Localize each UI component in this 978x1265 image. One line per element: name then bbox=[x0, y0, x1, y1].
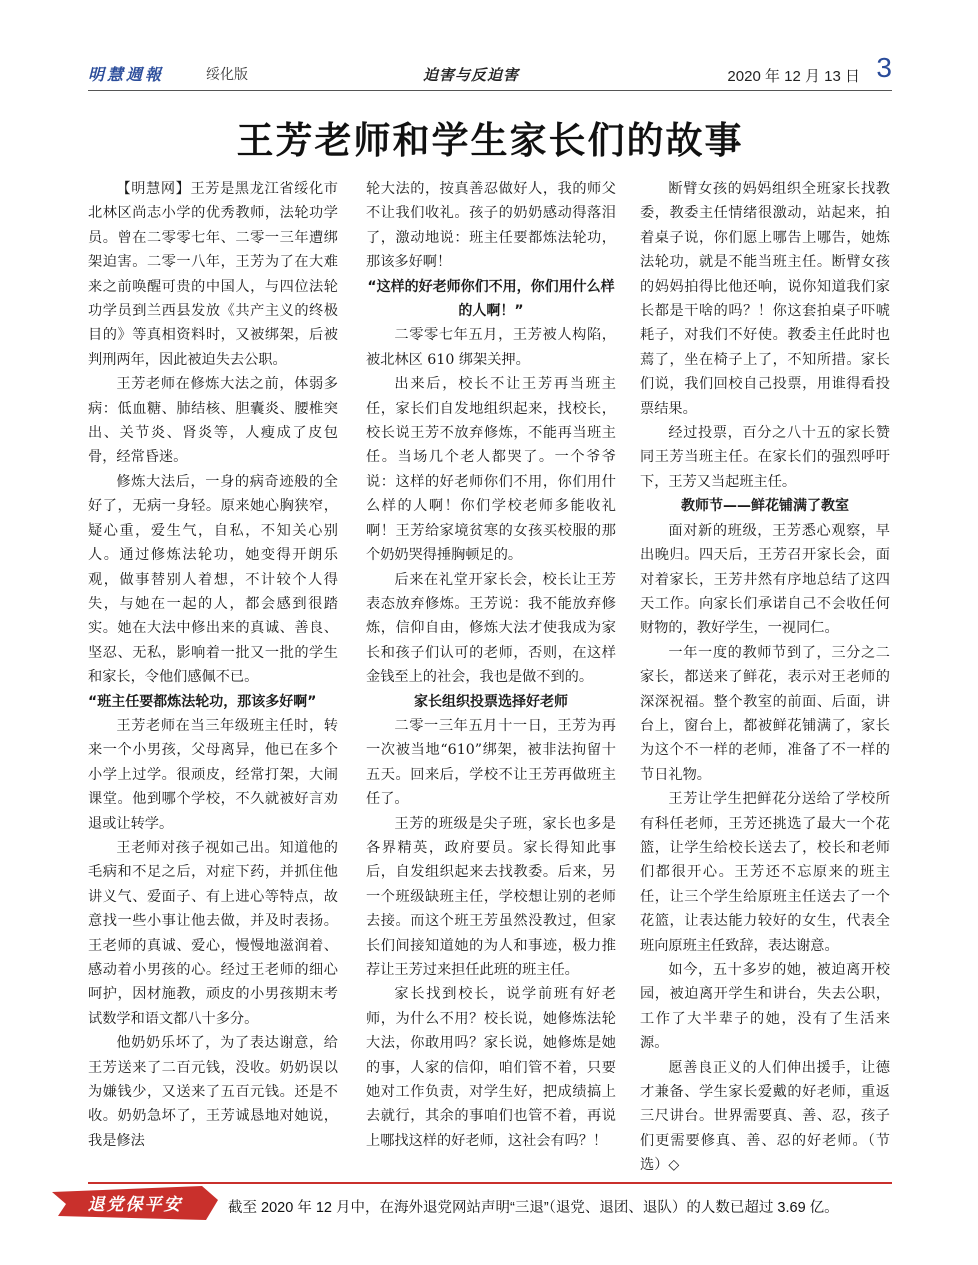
article-paragraph: 【明慧网】王芳是黑龙江省绥化市北林区尚志小学的优秀教师，法轮功学员。曾在二零零七年、二零一三年遭绑架迫害。二零一八年，王芳为了在大难来之前唤醒可贵的中国人，与四位法轮功学员到兰西县发放《共产主义的终极目的》等真相资料时，又被绑架，后被判刑两年，因此被迫失去公职。 bbox=[88, 181, 338, 368]
article-paragraph: 二零零七年五月，王芳被人构陷，被北林区 610 绑架关押。 bbox=[366, 327, 616, 368]
subheading: “班主任要都炼法轮功，那该多好啊” bbox=[88, 693, 317, 710]
article-column-2 bbox=[366, 177, 616, 1153]
article-paragraph: 断臂女孩的妈妈组织全班家长找教委，教委主任情绪很激动，站起来，拍着桌子说，你们愿上哪告上哪告，她炼法轮功，就是不能当班主任。断臂女孩的妈妈拍得比他还响，说你知道我们家长都是干啥的吗？！你这套拍桌子吓唬耗子，对我们不好使。教委主任此时也蔫了，坐在椅子上了，不知所措。家长们说，我们回校自己投票，用谁得看投票结果。 bbox=[640, 181, 890, 417]
article-paragraph: 经过投票，百分之八十五的家长赞同王芳当班主任。在家长们的强烈呼吁下，王芳又当起班主任。 bbox=[640, 425, 890, 490]
banner-label: 退党保平安 bbox=[87, 1195, 183, 1215]
article-paragraph: 轮大法的，按真善忍做好人，我的师父不让我们收礼。孩子的奶奶感动得落泪了，激动地说：班主任要都炼法轮功，那该多好啊！ bbox=[366, 181, 616, 271]
article-paragraph: 王芳让学生把鲜花分送给了学校所有科任老师，王芳还挑选了最大一个花篮，让学生给校长送去了，校长和老师们都很开心。王芳还不忘原来的班主任，让三个学生给原班主任送去了一个花篮，让表达能力较好的女生，代表全班向原班主任致辞，表达谢意。 bbox=[640, 791, 890, 954]
paper-name: 明慧週報 bbox=[88, 65, 165, 84]
issue-date: 2020 年 12 月 13 日 bbox=[727, 68, 860, 85]
article-paragraph: 出来后，校长不让王芳再当班主任，家长们自发地组织起来，找校长，校长说王芳不放弃修炼，不能再当班主任。当场几个老人都哭了。一个爷爷说：这样的好老师你们不用，你们用什么样的人啊！你们学校老师多能收礼啊！王芳给家境贫寒的女孩买校服的那个奶奶哭得捶胸顿足的。 bbox=[366, 376, 616, 564]
footer-divider bbox=[88, 1182, 892, 1184]
article-paragraph: 王芳老师在当三年级班主任时，转来一个小男孩，父母离异，他已在多个小学上过学。很顽皮，经常打架，大闹课堂。他到哪个学校，不久就被好言劝退或让转学。 bbox=[88, 717, 338, 832]
article-column-1 bbox=[88, 177, 338, 1153]
subheading: 教师节——鲜花铺满了教室 bbox=[681, 498, 849, 515]
article-paragraph: 面对新的班级，王芳悉心观察，早出晚归。四天后，王芳召开家长会，面对着家长，王芳井然有序地总结了这四天工作。向家长们承诺自己不会收任何财物的，教好学生，一视同仁。 bbox=[640, 522, 890, 637]
subheading: “这样的好老师你们不用，你们用什么样的人啊！” bbox=[367, 278, 615, 320]
article-paragraph: 愿善良正义的人们伸出援手，让德才兼备、学生家长爱戴的好老师，重返三尺讲台。世界需要真、善、忍，孩子们更需要修真、善、忍的好老师。（节选）◇ bbox=[640, 1059, 890, 1174]
masthead-divider bbox=[88, 90, 892, 91]
article-paragraph: 修炼大法后，一身的病奇迹般的全好了，无病一身轻。原来她心胸狭窄，疑心重，爱生气，自私，不知关心别人。通过修炼法轮功，她变得开朗乐观，做事替别人着想，不计较个人得失，与她在一起的人，都会感到很踏实。她在大法中修出来的真诚、善良、坚忍、无私，影响着一批又一批的学生和家长，令他们感佩不已。 bbox=[88, 473, 338, 686]
masthead bbox=[88, 52, 892, 88]
article-paragraph: 一年一度的教师节到了，三分之二家长，都送来了鲜花，表示对王老师的深深祝福。整个教室的前面、后面，讲台上，窗台上，都被鲜花铺满了，家长为这个不一样的老师，准备了不一样的节日礼物。 bbox=[640, 644, 890, 783]
article-paragraph: 家长找到校长，说学前班有好老师，为什么不用？校长说，她修炼法轮大法，你敢用吗？家长说，她修炼是她的事，人家的信仰，咱们管不着，只要她对工作负责，对学生好，把成绩搞上去就行，其余的事咱们也管不着，再说上哪找这样的好老师，这社会有吗？！ bbox=[366, 986, 616, 1149]
subheading: 家长组织投票选择好老师 bbox=[414, 693, 568, 710]
article-paragraph: 二零一三年五月十一日，王芳为再一次被当地“610”绑架，被非法拘留十五天。回来后，学校不让王芳再做班主任了。 bbox=[366, 717, 616, 808]
tuidang-banner bbox=[52, 1186, 218, 1220]
article-column-3 bbox=[640, 177, 890, 1178]
article-paragraph: 后来在礼堂开家长会，校长让王芳表态放弃修炼。王芳说：我不能放弃修炼，信仰自由，修炼大法才使我成为家长和孩子们认可的老师，否则，在这样金钱至上的社会，我也是做不到的。 bbox=[366, 571, 616, 686]
section-title: 迫害与反迫害 bbox=[423, 66, 520, 84]
footer-notice: 截至 2020 年 12 月中，在海外退党网站声明“三退”（退党、退团、退队）的人数已超过 3.69 亿。 bbox=[228, 1200, 839, 1216]
article-paragraph: 他奶奶乐坏了，为了表达谢意，给王芳送来了二百元钱，没收。奶奶误以为嫌钱少，又送来了五百元钱。还是不收。奶奶急坏了，王芳诚恳地对她说，我是修法 bbox=[88, 1035, 338, 1149]
article-paragraph: 王芳老师在修炼大法之前，体弱多病：低血糖、肺结核、胆囊炎、腰椎突出、关节炎、肾炎等，人瘦成了皮包骨，经常昏迷。 bbox=[88, 376, 338, 466]
article-paragraph: 王老师对孩子视如己出。知道他的毛病和不足之后，对症下药，并抓住他讲义气、爱面子、有上进心等特点，故意找一些小事让他去做，并及时表扬。王老师的真诚、爱心，慢慢地滋润着、感动着小男孩的心。经过王老师的细心呵护，因材施教，顽皮的小男孩期末考试数学和语文都八十多分。 bbox=[88, 839, 338, 1027]
article-title: 王芳老师和学生家长们的故事 bbox=[236, 119, 744, 162]
edition-label: 绥化版 bbox=[206, 67, 248, 83]
article-paragraph: 如今，五十多岁的她，被迫离开校园，被迫离开学生和讲台，失去公职，工作了大半辈子的她，没有了生活来源。 bbox=[640, 962, 890, 1052]
article-paragraph: 王芳的班级是尖子班，家长也多是各界精英，政府要员。家长得知此事后，自发组织起来去找教委。后来，另一个班级缺班主任，学校想让别的老师去接。而这个班王芳虽然没教过，但家长们间接知道她的为人和事迹，极力推荐让王芳过来担任此班的班主任。 bbox=[366, 815, 616, 978]
page-number: 3 bbox=[876, 52, 892, 83]
